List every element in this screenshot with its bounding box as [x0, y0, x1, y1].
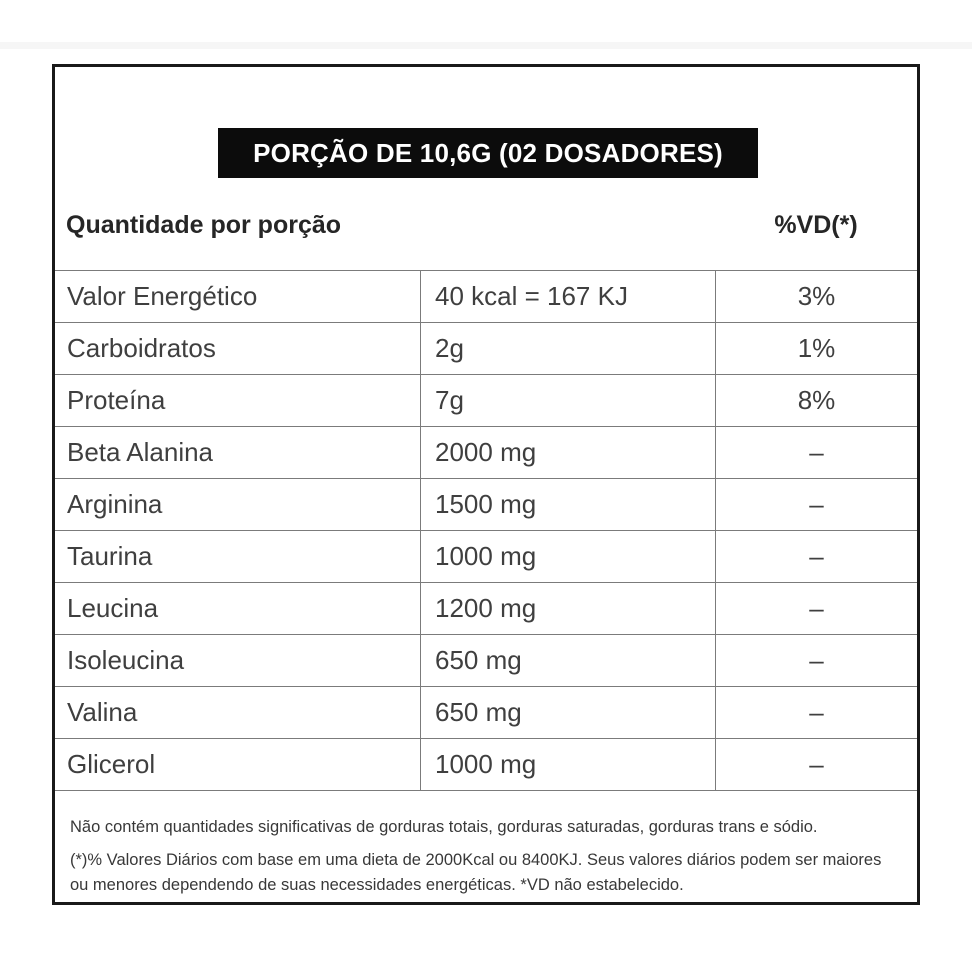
amount-cell: 2000 mg	[420, 427, 715, 478]
amount-cell: 1000 mg	[420, 531, 715, 582]
nutrition-table	[55, 270, 917, 791]
footnote-no-significant-amounts: Não contém quantidades significativas de gorduras totais, gorduras saturadas, gorduras trans e sódio.	[70, 818, 818, 836]
amount-cell: 7g	[420, 375, 715, 426]
daily-value-cell: 1%	[715, 323, 917, 374]
nutrient-name-cell: Valina	[67, 697, 138, 727]
nutrient-name-cell: Arginina	[67, 489, 163, 519]
amount-cell: 1500 mg	[420, 479, 715, 530]
table-row-taurina	[55, 531, 917, 583]
nutrient-name-cell: Carboidratos	[67, 333, 216, 363]
daily-value-cell: –	[715, 635, 917, 686]
quantity-per-serving-header: Quantidade por porção	[66, 211, 342, 239]
amount-cell: 1200 mg	[420, 583, 715, 634]
table-row-valor-energetico	[55, 271, 917, 323]
nutrient-name-cell: Glicerol	[67, 749, 156, 779]
amount-cell: 40 kcal = 167 KJ	[420, 271, 715, 322]
amount-cell: 650 mg	[420, 687, 715, 738]
nutrient-name-cell: Leucina	[67, 593, 159, 623]
table-row-valina	[55, 687, 917, 739]
footnote-daily-values-basis: (*)% Valores Diários com base em uma dieta de 2000Kcal ou 8400KJ. Seus valores diários podem ser maiores ou menores dependendo de suas necessidades energéticas. *VD não estabelecido.	[70, 850, 882, 894]
daily-value-cell: –	[715, 583, 917, 634]
amount-cell: 1000 mg	[420, 739, 715, 790]
nutrient-name-cell: Taurina	[67, 541, 153, 571]
serving-size-banner	[218, 128, 758, 178]
table-row-beta-alanina	[55, 427, 917, 479]
nutrition-facts-panel	[52, 64, 920, 905]
amount-cell: 2g	[420, 323, 715, 374]
table-row-glicerol	[55, 739, 917, 791]
serving-size-text: PORÇÃO DE 10,6G (02 DOSADORES)	[253, 137, 723, 168]
nutrient-name-cell: Valor Energético	[67, 281, 258, 311]
nutrient-name-cell: Proteína	[67, 385, 166, 415]
daily-value-cell: –	[715, 531, 917, 582]
daily-value-cell: –	[715, 427, 917, 478]
background-band	[0, 42, 972, 49]
amount-cell: 650 mg	[420, 635, 715, 686]
nutrient-name-cell: Beta Alanina	[67, 437, 214, 467]
daily-value-cell: –	[715, 739, 917, 790]
table-row-carboidratos	[55, 323, 917, 375]
daily-value-header: %VD(*)	[774, 211, 858, 239]
table-row-proteina	[55, 375, 917, 427]
daily-value-cell: –	[715, 687, 917, 738]
table-row-arginina	[55, 479, 917, 531]
table-row-leucina	[55, 583, 917, 635]
table-row-isoleucina	[55, 635, 917, 687]
daily-value-cell: 8%	[715, 375, 917, 426]
footnotes-section	[55, 791, 917, 897]
daily-value-cell: –	[715, 479, 917, 530]
nutrient-name-cell: Isoleucina	[67, 645, 185, 675]
daily-value-cell: 3%	[715, 271, 917, 322]
